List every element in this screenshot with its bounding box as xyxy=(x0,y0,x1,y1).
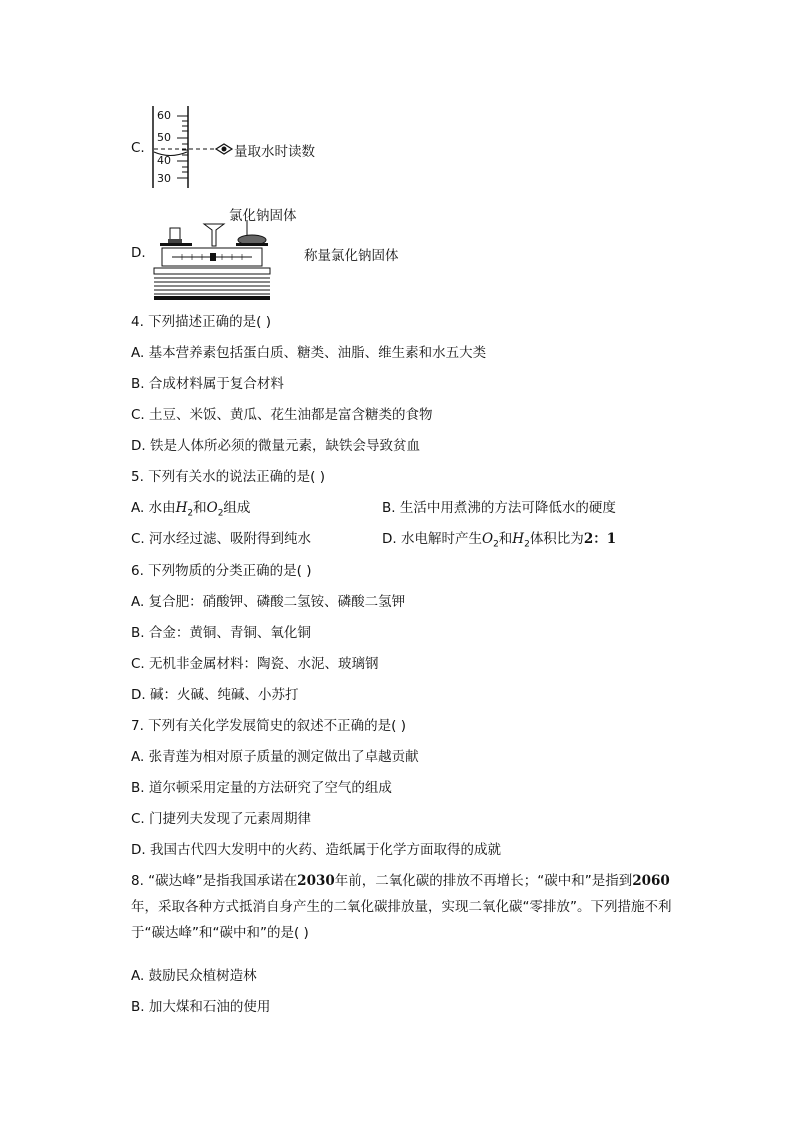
q5-option-c: C. 河水经过滤、吸附得到纯水 xyxy=(131,531,312,547)
q7-stem: 7. 下列有关化学发展简史的叙述不正确的是( ) xyxy=(131,718,406,734)
q7-option-a: A. 张青莲为相对原子质量的测定做出了卓越贡献 xyxy=(131,749,419,765)
q6-stem: 6. 下列物质的分类正确的是( ) xyxy=(131,563,312,579)
tick-label-60: 60 xyxy=(157,109,171,122)
eye-icon xyxy=(216,144,232,154)
option-d-caption: 称量氯化钠固体 xyxy=(304,248,399,264)
q7-option-c: C. 门捷列夫发现了元素周期律 xyxy=(131,811,312,827)
q4-option-d: D. 铁是人体所必须的微量元素，缺铁会导致贫血 xyxy=(131,438,420,454)
tick-label-40: 40 xyxy=(157,154,171,167)
q5-option-d: D. 水电解时产生$O_2$和$H_2$体积比为2：1 xyxy=(382,531,617,550)
q5-option-b: B. 生活中用煮沸的方法可降低水的硬度 xyxy=(382,500,616,516)
q7-option-b: B. 道尔顿采用定量的方法研究了空气的组成 xyxy=(131,780,392,796)
tick-label-50: 50 xyxy=(157,131,171,144)
q8-option-b: B. 加大煤和石油的使用 xyxy=(131,999,271,1015)
q7-option-d: D. 我国古代四大发明中的火药、造纸属于化学方面取得的成就 xyxy=(131,842,501,858)
q5-stem: 5. 下列有关水的说法正确的是( ) xyxy=(131,469,325,485)
balance-figure xyxy=(152,220,272,302)
option-d-top-label: 氯化钠固体 xyxy=(229,208,297,224)
q6-option-a: A. 复合肥：硝酸钾、磷酸二氢铵、磷酸二氢钾 xyxy=(131,594,406,610)
option-c-caption: 量取水时读数 xyxy=(234,144,315,160)
q6-option-b: B. 合金：黄铜、青铜、氧化铜 xyxy=(131,625,311,641)
tick-label-30: 30 xyxy=(157,172,171,185)
q8-stem: 8. “碳达峰”是指我国承诺在2030年前，二氧化碳的排放不再增长；“碳中和”是指到2060年，采取各种方式抵消自身产生的二氧化碳排放量，实现二氧化碳“零排放”。下列措施不利于“碳达峰”和“碳中和”的是( ) xyxy=(131,873,672,941)
q5-option-a: A. 水由$H_2$和$O_2$组成 xyxy=(131,500,251,519)
q4-stem: 4. 下列描述正确的是( ) xyxy=(131,314,271,330)
q4-option-b: B. 合成材料属于复合材料 xyxy=(131,376,284,392)
q8-option-a: A. 鼓励民众植树造林 xyxy=(131,968,257,984)
option-c-letter: C. xyxy=(131,140,145,156)
q6-option-d: D. 碱：火碱、纯碱、小苏打 xyxy=(131,687,299,703)
q4-option-c: C. 土豆、米饭、黄瓜、花生油都是富含糖类的食物 xyxy=(131,407,433,423)
q6-option-c: C. 无机非金属材料：陶瓷、水泥、玻璃钢 xyxy=(131,656,379,672)
q4-option-a: A. 基本营养素包括蛋白质、糖类、油脂、维生素和水五大类 xyxy=(131,345,487,361)
option-d-letter: D. xyxy=(131,245,146,261)
